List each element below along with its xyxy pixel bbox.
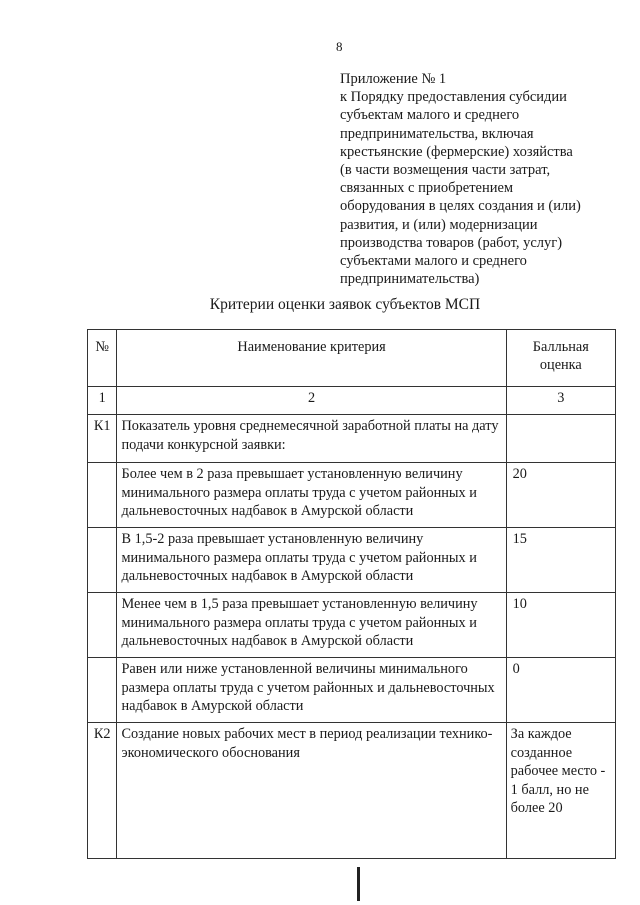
header-num: № xyxy=(88,330,117,387)
row-score xyxy=(506,415,615,463)
table-row xyxy=(88,415,616,463)
row-num: К1 xyxy=(88,415,117,463)
criteria-table xyxy=(87,329,616,859)
row-name: Равен или ниже установленной величины минимального размера оплаты труда с учетом районных и дальневосточных надбавок в Амурской области xyxy=(117,658,506,723)
index-cell: 3 xyxy=(506,387,615,415)
table-row xyxy=(88,528,616,593)
appendix-line: крестьянские (фермерские) хозяйства xyxy=(340,143,573,160)
header-name: Наименование критерия xyxy=(117,330,506,387)
table-row xyxy=(88,463,616,528)
row-score: 20 xyxy=(506,463,615,528)
table-index-row xyxy=(88,387,616,415)
row-name: Создание новых рабочих мест в период реализации технико-экономического обоснования xyxy=(117,723,506,859)
appendix-line: субъектам малого и среднего xyxy=(340,107,520,124)
appendix-line: предпринимательства) xyxy=(340,271,480,288)
appendix-line: субъектами малого и среднего xyxy=(340,253,527,270)
header-score: Балльная оценка xyxy=(506,330,615,387)
page-number: 8 xyxy=(336,39,343,54)
binding-mark xyxy=(357,867,360,901)
appendix-line: предпринимательства, включая xyxy=(340,125,534,142)
table-row xyxy=(88,593,616,658)
row-name: Показатель уровня среднемесячной заработной платы на дату подачи конкурсной заявки: xyxy=(117,415,506,463)
row-score: 10 xyxy=(506,593,615,658)
row-name: Более чем в 2 раза превышает установленную величину минимального размера оплаты труда с учетом районных и дальневосточных надбавок в Амурской области xyxy=(117,463,506,528)
table-header-row xyxy=(88,330,616,387)
row-score: За каждое созданное рабочее место - 1 балл, но не более 20 xyxy=(506,723,615,859)
row-num xyxy=(88,658,117,723)
appendix-line: развития, и (или) модернизации xyxy=(340,216,538,233)
index-cell: 2 xyxy=(117,387,506,415)
row-num xyxy=(88,463,117,528)
row-name: В 1,5-2 раза превышает установленную величину минимального размера оплаты труда с учетом районных и дальневосточных надбавок в Амурской области xyxy=(117,528,506,593)
appendix-heading xyxy=(340,70,620,288)
index-cell: 1 xyxy=(88,387,117,415)
appendix-line: (в части возмещения части затрат, xyxy=(340,162,551,179)
row-num xyxy=(88,593,117,658)
table-row xyxy=(88,723,616,859)
row-num xyxy=(88,528,117,593)
appendix-line: Приложение № 1 xyxy=(340,71,447,87)
appendix-line: связанных с приобретением xyxy=(340,180,514,197)
table-row xyxy=(88,658,616,723)
row-num: К2 xyxy=(88,723,117,859)
row-name: Менее чем в 1,5 раза превышает установленную величину минимального размера оплаты труда с учетом районных и дальневосточных надбавок в Амурской области xyxy=(117,593,506,658)
appendix-line: производства товаров (работ, услуг) xyxy=(340,234,563,251)
appendix-line: оборудования в целях создания и (или) xyxy=(340,198,581,215)
row-score: 15 xyxy=(506,528,615,593)
table-title: Критерии оценки заявок субъектов МСП xyxy=(209,296,481,313)
appendix-line: к Порядку предоставления субсидии xyxy=(340,89,567,106)
row-score: 0 xyxy=(506,658,615,723)
